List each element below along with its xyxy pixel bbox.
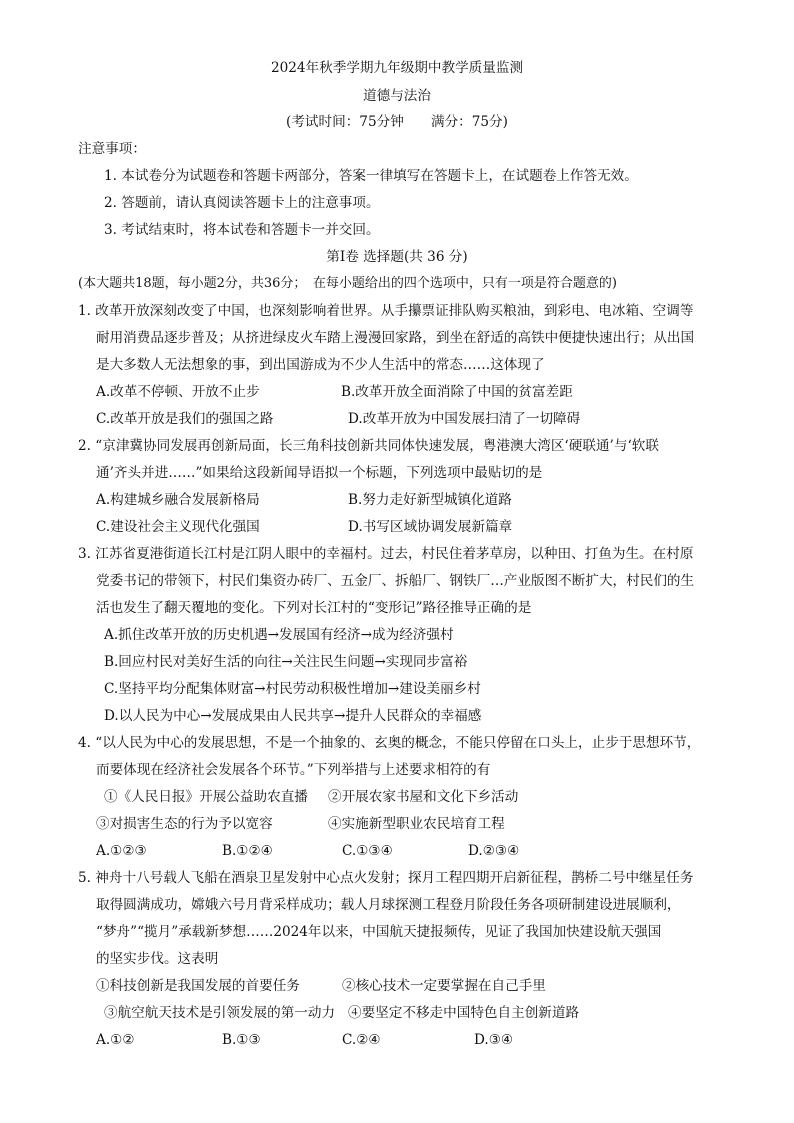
q4-option-b[interactable]: B.①②④ — [222, 843, 273, 859]
q4-option-d[interactable]: D.②③④ — [468, 843, 520, 859]
q1-option-d[interactable]: D.改革开放为中国发展扫清了一切障碍 — [348, 411, 581, 427]
q5-statement-1: ①科技创新是我国发展的首要任务 — [96, 978, 300, 994]
section-instruction: (本大题共18题，每小题2分，共36分； 在每小题给出的四个选项中，只有一项是符合题意的) — [78, 276, 617, 291]
q4-statement-2: ②开展农家书屋和文化下乡活动 — [328, 789, 519, 805]
q4-option-a[interactable]: A.①②③ — [96, 843, 147, 859]
notice-item-1: 1. 本试卷分为试题卷和答题卡两部分，答案一律填写在答题卡上，在试题卷上作答无效。 — [104, 168, 638, 184]
q4-option-c[interactable]: C.①③④ — [342, 843, 393, 859]
notice-item-3: 3. 考试结束时，将本试卷和答题卡一并交回。 — [104, 222, 380, 238]
q2-option-d[interactable]: D.书写区域协调发展新篇章 — [348, 519, 513, 535]
q3-option-b[interactable]: B.回应村民对美好生活的向往→关注民生问题→实现同步富裕 — [104, 654, 468, 670]
q5-statement-3: ③航空航天技术是引领发展的第一动力 — [104, 1005, 336, 1021]
subject-title: 道德与法治 — [363, 88, 431, 104]
q4-statement-4: ④实施新型职业农民培育工程 — [328, 816, 505, 832]
q2-line-2: 通’齐头并进……”如果给这段新闻导语拟一个标题，下列选项中最贴切的是 — [96, 465, 543, 481]
q3-option-d[interactable]: D.以人民为中心→发展成果由人民共享→提升人民群众的幸福感 — [104, 708, 482, 724]
q1-line-1: 1. 改革开放深刻改变了中国，也深刻影响着世界。从手攥票证排队购买粮油，到彩电、电冰箱、空调等 — [78, 303, 694, 319]
section-title: 第Ⅰ卷 选择题(共 36 分) — [326, 249, 468, 265]
q4-line-1: 4. “以人民为中心的发展思想，不是一个抽象的、玄奥的概念，不能只停留在口头上，止步于思想环节， — [78, 735, 701, 751]
q2-line-1: 2. “京津冀协同发展再创新局面，长三角科技创新共同体快速发展，粤港澳大湾区‘硬联通’与‘软联 — [78, 438, 659, 454]
q4-statement-3: ③对损害生态的行为予以宽容 — [96, 816, 273, 832]
q3-option-a[interactable]: A.抓住改革开放的历史机遇→发展国有经济→成为经济强村 — [104, 627, 454, 643]
q5-option-d[interactable]: D.③④ — [474, 1032, 514, 1048]
q5-option-a[interactable]: A.①② — [96, 1032, 135, 1048]
notice-item-2: 2. 答题前，请认真阅读答题卡上的注意事项。 — [104, 195, 380, 211]
q5-line-3: “梦舟”“揽月”承载新梦想……2024年以来，中国航天捷报频传，见证了我国加快建设航天强国 — [96, 924, 662, 940]
q5-statement-4: ④要坚定不移走中国特色自主创新道路 — [348, 1005, 580, 1021]
q1-line-3: 是大多数人无法想象的事，到出国游成为不少人生活中的常态……这体现了 — [96, 357, 545, 373]
exam-info: (考试时间：75分钟 满分：75分) — [286, 114, 508, 130]
q4-statement-1: ①《人民日报》开展公益助农直播 — [104, 789, 308, 805]
q3-option-c[interactable]: C.坚持平均分配集体财富→村民劳动积极性增加→建设美丽乡村 — [104, 681, 481, 697]
q3-line-3: 活也发生了翻天覆地的变化。下列对长江村的“变形记”路径推导正确的是 — [96, 600, 532, 616]
q3-line-1: 3. 江苏省夏港街道长江村是江阴人眼中的幸福村。过去，村民住着茅草房，以种田、打鱼为生。在村原 — [78, 546, 694, 562]
q5-line-1: 5. 神舟十八号载人飞船在酒泉卫星发射中心点火发射；探月工程四期开启新征程，鹊桥二号中继星任务 — [78, 870, 694, 886]
exam-title: 2024年秋季学期九年级期中教学质量监测 — [270, 60, 524, 76]
q5-option-b[interactable]: B.①③ — [222, 1032, 261, 1048]
q4-line-2: 而要体现在经济社会发展各个环节。”下列举措与上述要求相符的有 — [96, 762, 491, 778]
q2-option-a[interactable]: A.构建城乡融合发展新格局 — [96, 492, 260, 508]
q5-option-c[interactable]: C.②④ — [342, 1032, 381, 1048]
q3-line-2: 党委书记的带领下，村民们集资办砖厂、五金厂、拆船厂、钢铁厂…产业版图不断扩大，村民们的生 — [96, 573, 695, 589]
q2-option-b[interactable]: B.努力走好新型城镇化道路 — [348, 492, 512, 508]
q1-option-c[interactable]: C.改革开放是我们的强国之路 — [96, 411, 274, 427]
q1-option-a[interactable]: A.改革不停顿、开放不止步 — [96, 384, 260, 400]
q5-line-4: 的坚实步伐。这表明 — [96, 951, 219, 967]
q5-line-2: 取得圆满成功，嫦娥六号月背采样成功；载人月球探测工程登月阶段任务各项研制建设进展顺利， — [96, 897, 681, 913]
notice-heading: 注意事项： — [78, 141, 146, 157]
q1-line-2: 耐用消费品逐步普及；从挤进绿皮火车踏上漫漫回家路，到坐在舒适的高铁中便捷快速出行；从出国 — [96, 330, 695, 346]
q2-option-c[interactable]: C.建设社会主义现代化强国 — [96, 519, 260, 535]
q5-statement-2: ②核心技术一定要掌握在自己手里 — [342, 978, 546, 994]
q1-option-b[interactable]: B.改革开放全面消除了中国的贫富差距 — [341, 384, 573, 400]
